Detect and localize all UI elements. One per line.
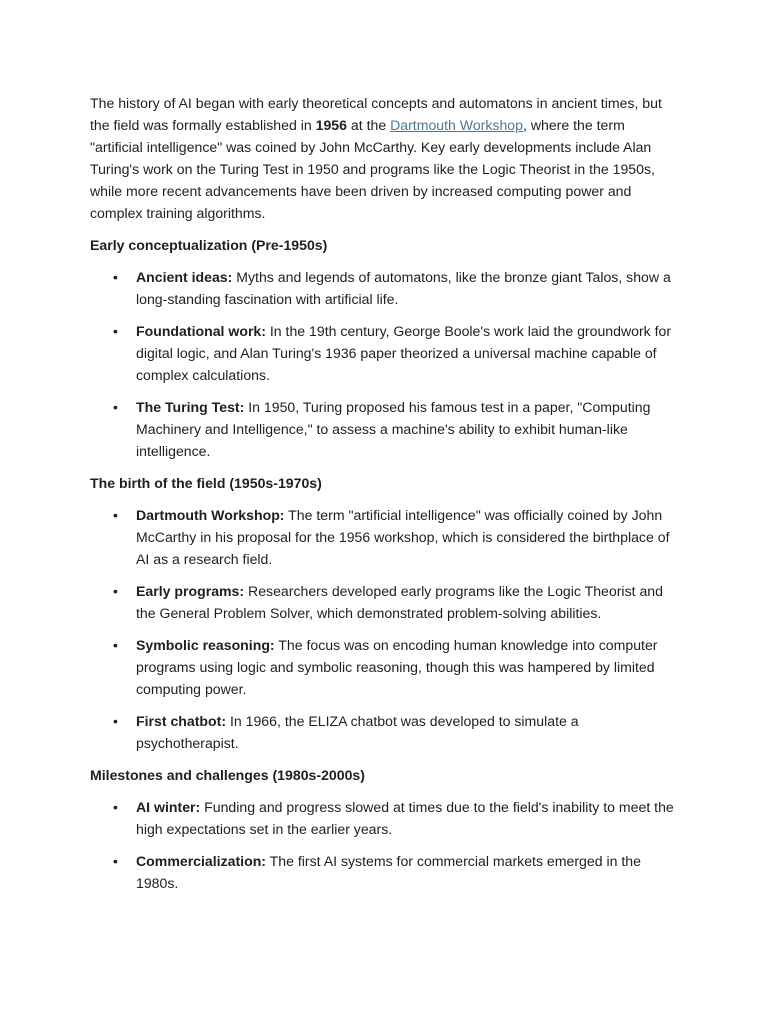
list-item-text: In the 19th century, George Boole's work laid the groundwork for digital logic, and Alan Turing's 1936 paper theorized a universal machine capable of complex calculations. [136, 323, 672, 383]
list-item [113, 320, 678, 386]
section-list-birth-of-field [90, 504, 678, 754]
intro-text-1: The history of AI began with early theoretical concepts and automatons in ancient times, but the field was formally established in [90, 95, 662, 133]
list-item-text: The focus was on encoding human knowledge into computer programs using logic and symbolic reasoning, though this was hampered by limited computing power. [136, 637, 658, 697]
list-item-text: Funding and progress slowed at times due to the field's inability to meet the high expectations set in the earlier years. [136, 799, 674, 837]
bullet-icon: • [113, 399, 118, 415]
section-heading-early-conceptualization: Early conceptualization (Pre-1950s) [90, 237, 328, 253]
list-item-term: Symbolic reasoning: [136, 637, 275, 653]
list-item [113, 504, 678, 570]
list-item [113, 710, 678, 754]
list-item-term: First chatbot: [136, 713, 227, 729]
list-item-term: Ancient ideas: [136, 269, 233, 285]
bullet-icon: • [113, 853, 118, 869]
list-item-text: The first AI systems for commercial markets emerged in the 1980s. [136, 853, 641, 891]
section-heading-milestones: Milestones and challenges (1980s-2000s) [90, 767, 365, 783]
bullet-icon: • [113, 269, 118, 285]
bullet-icon: • [113, 583, 118, 599]
section-heading-birth-of-field: The birth of the field (1950s-1970s) [90, 475, 322, 491]
section-list-milestones [90, 796, 678, 894]
list-item-term: The Turing Test: [136, 399, 245, 415]
intro-paragraph [90, 92, 678, 224]
list-item [113, 796, 678, 840]
list-item-term: Early programs: [136, 583, 245, 599]
intro-text-3: , where the term "artificial intelligence" was coined by John McCarthy. Key early developments include Alan Turing's work on the Turing Test in 1950 and programs like the Logic Theorist in the 1950s, while more recent advancements have been driven by increased computing power and complex training algorithms. [90, 117, 655, 221]
list-item [113, 396, 678, 462]
list-item-term: Dartmouth Workshop: [136, 507, 285, 523]
list-item-term: Foundational work: [136, 323, 266, 339]
list-item-text: Myths and legends of automatons, like the bronze giant Talos, show a long-standing fascination with artificial life. [136, 269, 671, 307]
list-item-text: Researchers developed early programs like the Logic Theorist and the General Problem Solver, which demonstrated problem-solving abilities. [136, 583, 663, 621]
list-item-term: AI winter: [136, 799, 201, 815]
list-item [113, 580, 678, 624]
list-item-text: In 1950, Turing proposed his famous test in a paper, "Computing Machinery and Intelligence," to assess a machine's ability to exhibit human-like intelligence. [136, 399, 651, 459]
dartmouth-workshop-link[interactable]: Dartmouth Workshop [390, 117, 523, 133]
bullet-icon: • [113, 323, 118, 339]
section-list-early-conceptualization [90, 266, 678, 462]
list-item-term: Commercialization: [136, 853, 267, 869]
bullet-icon: • [113, 713, 118, 729]
intro-text-2: at the [346, 117, 391, 133]
list-item [113, 634, 678, 700]
list-item [113, 850, 678, 894]
bullet-icon: • [113, 799, 118, 815]
intro-year: 1956 [315, 117, 347, 133]
list-item [113, 266, 678, 310]
bullet-icon: • [113, 637, 118, 653]
bullet-icon: • [113, 507, 118, 523]
list-item-text: In 1966, the ELIZA chatbot was developed to simulate a psychotherapist. [136, 713, 579, 751]
list-item-text: The term "artificial intelligence" was officially coined by John McCarthy in his proposal for the 1956 workshop, which is considered the birthplace of AI as a research field. [136, 507, 670, 567]
